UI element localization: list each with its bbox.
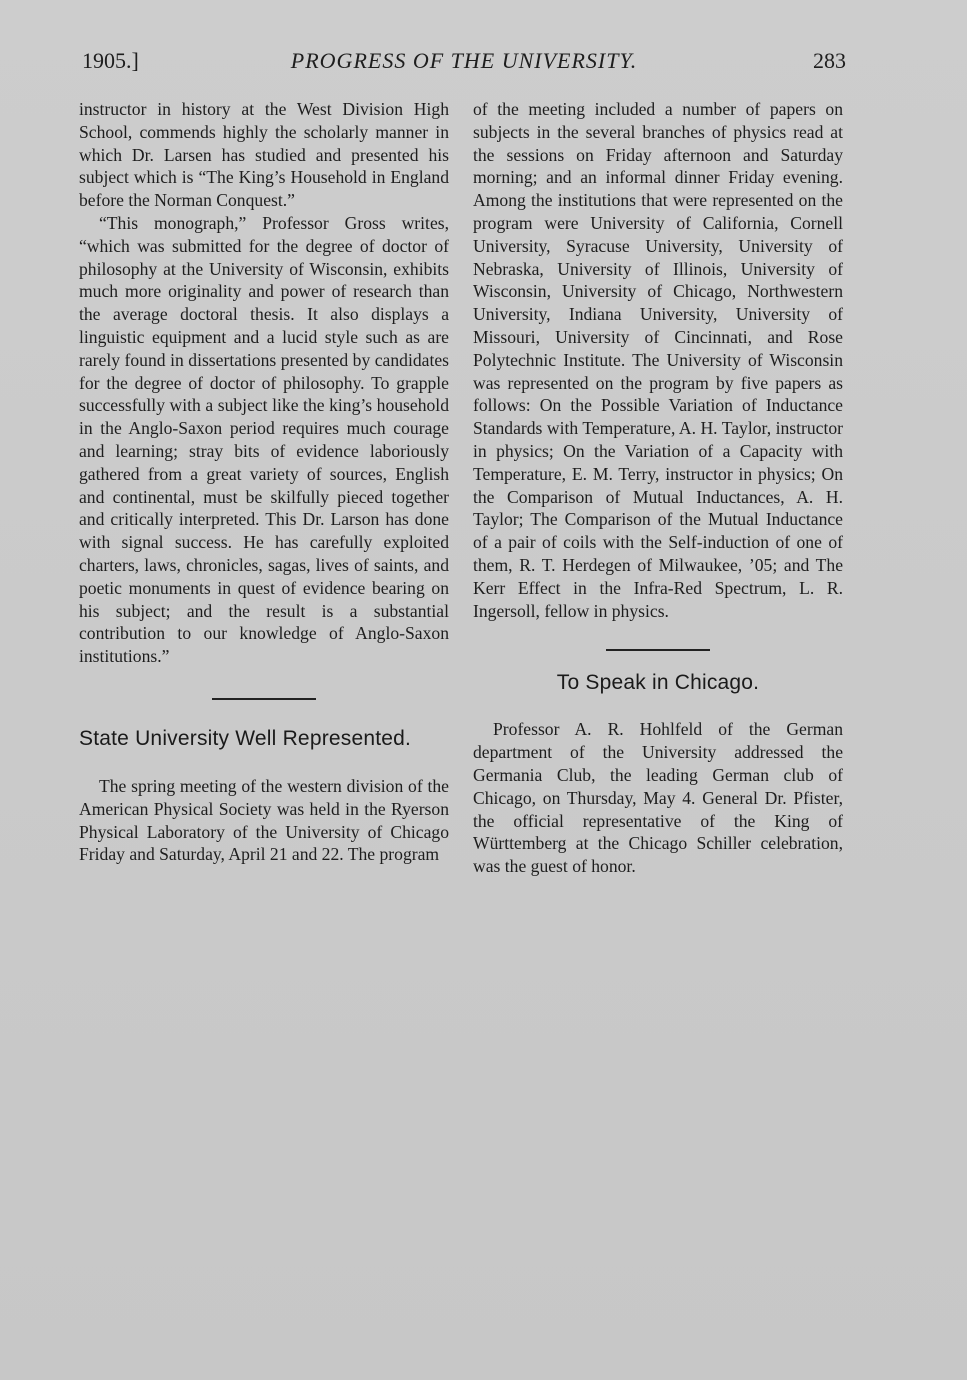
running-header <box>82 48 846 76</box>
page-number: 283 <box>813 48 846 73</box>
left-column <box>79 98 449 866</box>
header-title: PROGRESS OF THE UNIVERSITY. <box>290 48 638 73</box>
paragraph: “This monograph,” Professor Gross writes, “which was submitted for the degree of doctor of philosophy at the University of Wisconsin, exhibits much more originality and power of research than the average doctoral thesis. It also displays a linguistic equipment and a lucid style such as are rarely found in dissertations presented by candidates for the degree of doctor of philosophy. To grapple successfully with a subject like the king’s household in the Anglo-Saxon period requires much courage and learning; stray bits of evidence laboriously gathered from a great variety of sources, English and continental, must be skilfully pieced together and critically interpreted. This Dr. Larson has done with signal success. He has carefully exploited charters, laws, chronicles, sagas, lives of saints, and poetic monuments in quest of evidence bearing on his subject; and the result is a substantial contribution to our knowledge of Anglo-Saxon institutions.” <box>79 212 449 667</box>
header-year: 1905.] <box>82 48 139 73</box>
paragraph: instructor in history at the West Division High School, commends highly the scholarly manner in which Dr. Larsen has studied and presented his subject which is “The King’s Household in England before the Norman Conquest.” <box>79 99 449 211</box>
section-divider <box>606 649 710 651</box>
paragraph: The spring meeting of the western division of the American Physical Society was held in the Ryerson Physical Laboratory of the University of Chicago Friday and Saturday, April 21 and 22. The program <box>79 775 449 865</box>
paragraph: of the meeting included a number of papers on subjects in the several branches of physics read at the sessions on Friday afternoon and Saturday morning; and an informal dinner Friday evening. Among the institutions that were represented on the program were University of California, Cornell University, Syracuse University, University of Nebraska, University of Illinois, University of Wisconsin, University of Chicago, Northwestern University, Indiana University, University of Missouri, University of Cincinnati, and Rose Polytechnic Institute. The University of Wisconsin was represented on the program by five papers as follows: On the Possible Variation of Inductance Standards with Temperature, A. H. Taylor, instructor in physics; On the Variation of a Capacity with Temperature, E. M. Terry, instructor in physics; On the Comparison of Mutual Inductances, A. H. Taylor; The Comparison of the Mutual Inductance of a pair of coils with the Self-induction of one of them, R. T. Herdegen of Milwaukee, ’05; and The Kerr Effect in the Infra-Red Spectrum, L. R. Ingersoll, fellow in physics. <box>473 99 843 621</box>
right-column <box>473 98 843 878</box>
section-heading: To Speak in Chicago. <box>556 671 760 695</box>
section-divider <box>212 698 316 700</box>
paragraph: Professor A. R. Hohlfeld of the German department of the University addressed the Germania Club, the leading German club of Chicago, on Thursday, May 4. General Dr. Pfister, the official representative of the King of Württemberg at the Chicago Schiller celebration, was the guest of honor. <box>473 719 843 877</box>
section-heading: State University Well Represented. <box>79 726 412 750</box>
